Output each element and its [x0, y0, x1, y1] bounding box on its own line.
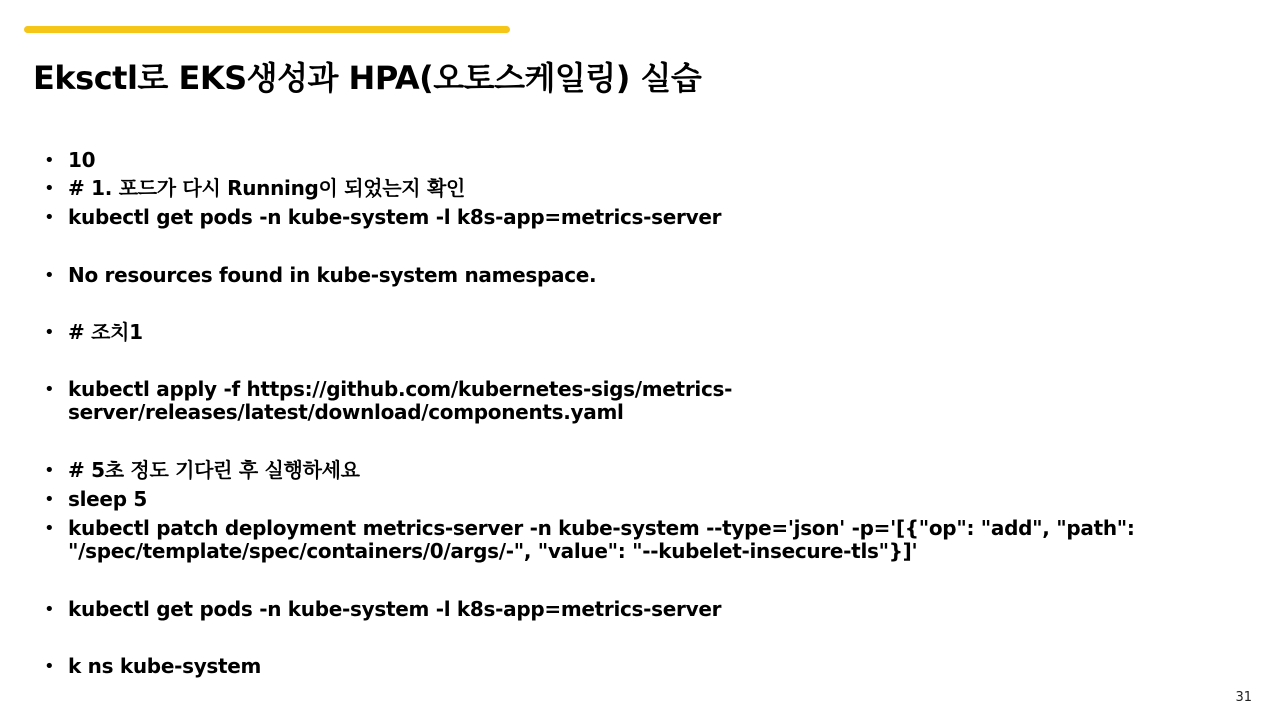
- bullet-item: [40, 655, 1240, 678]
- bullet-item: [40, 177, 1240, 200]
- bullet-item: [40, 517, 1240, 563]
- bullet-item: [40, 321, 1240, 344]
- bullet-text: kubectl patch deployment metrics-server -n kube-system --type='json' -p='[{"op": "add", "path": "/spec/template/spec/containers/0/args/-", "value": "--kubelet-insecure-tls"}]': [68, 516, 1135, 563]
- bullet-dot-icon: •: [44, 489, 55, 510]
- bullet-item: [40, 459, 1240, 482]
- title-accent-bar: [24, 26, 510, 33]
- bullet-item: [40, 149, 1240, 172]
- bullet-item: [40, 598, 1240, 621]
- bullet-dot-icon: •: [44, 150, 55, 171]
- bullet-text: k ns kube-system: [68, 654, 262, 678]
- bullet-item: [40, 488, 1240, 511]
- bullet-dot-icon: •: [44, 656, 55, 677]
- bullet-item: [40, 264, 1240, 287]
- bullet-dot-icon: •: [44, 599, 55, 620]
- bullet-text: # 조치1: [68, 320, 143, 344]
- bullet-item: [40, 378, 1240, 424]
- bullet-text: No resources found in kube-system namespace.: [68, 263, 597, 287]
- bullet-dot-icon: •: [44, 265, 55, 286]
- bullet-dot-icon: •: [44, 518, 55, 539]
- bullet-text: sleep 5: [68, 487, 147, 511]
- bullet-dot-icon: •: [44, 379, 55, 400]
- bullet-text: 10: [68, 148, 96, 172]
- bullet-text: # 1. 포드가 다시 Running이 되었는지 확인: [68, 176, 466, 200]
- bullet-text: # 5초 정도 기다린 후 실행하세요: [68, 458, 360, 482]
- bullet-text: kubectl get pods -n kube-system -l k8s-app=metrics-server: [68, 597, 722, 621]
- bullet-dot-icon: •: [44, 207, 55, 228]
- bullet-dot-icon: •: [44, 460, 55, 481]
- bullet-item: [40, 206, 1240, 229]
- page-number: 31: [1235, 690, 1252, 705]
- bullet-text: kubectl get pods -n kube-system -l k8s-app=metrics-server: [68, 205, 722, 229]
- bullet-text: kubectl apply -f https://github.com/kubernetes-sigs/metrics- server/releases/latest/download/components.yaml: [68, 377, 733, 424]
- bullet-dot-icon: •: [44, 178, 55, 199]
- slide-title: Eksctl로 EKS생성과 HPA(오토스케일링) 실습: [33, 59, 702, 97]
- bullet-dot-icon: •: [44, 322, 55, 343]
